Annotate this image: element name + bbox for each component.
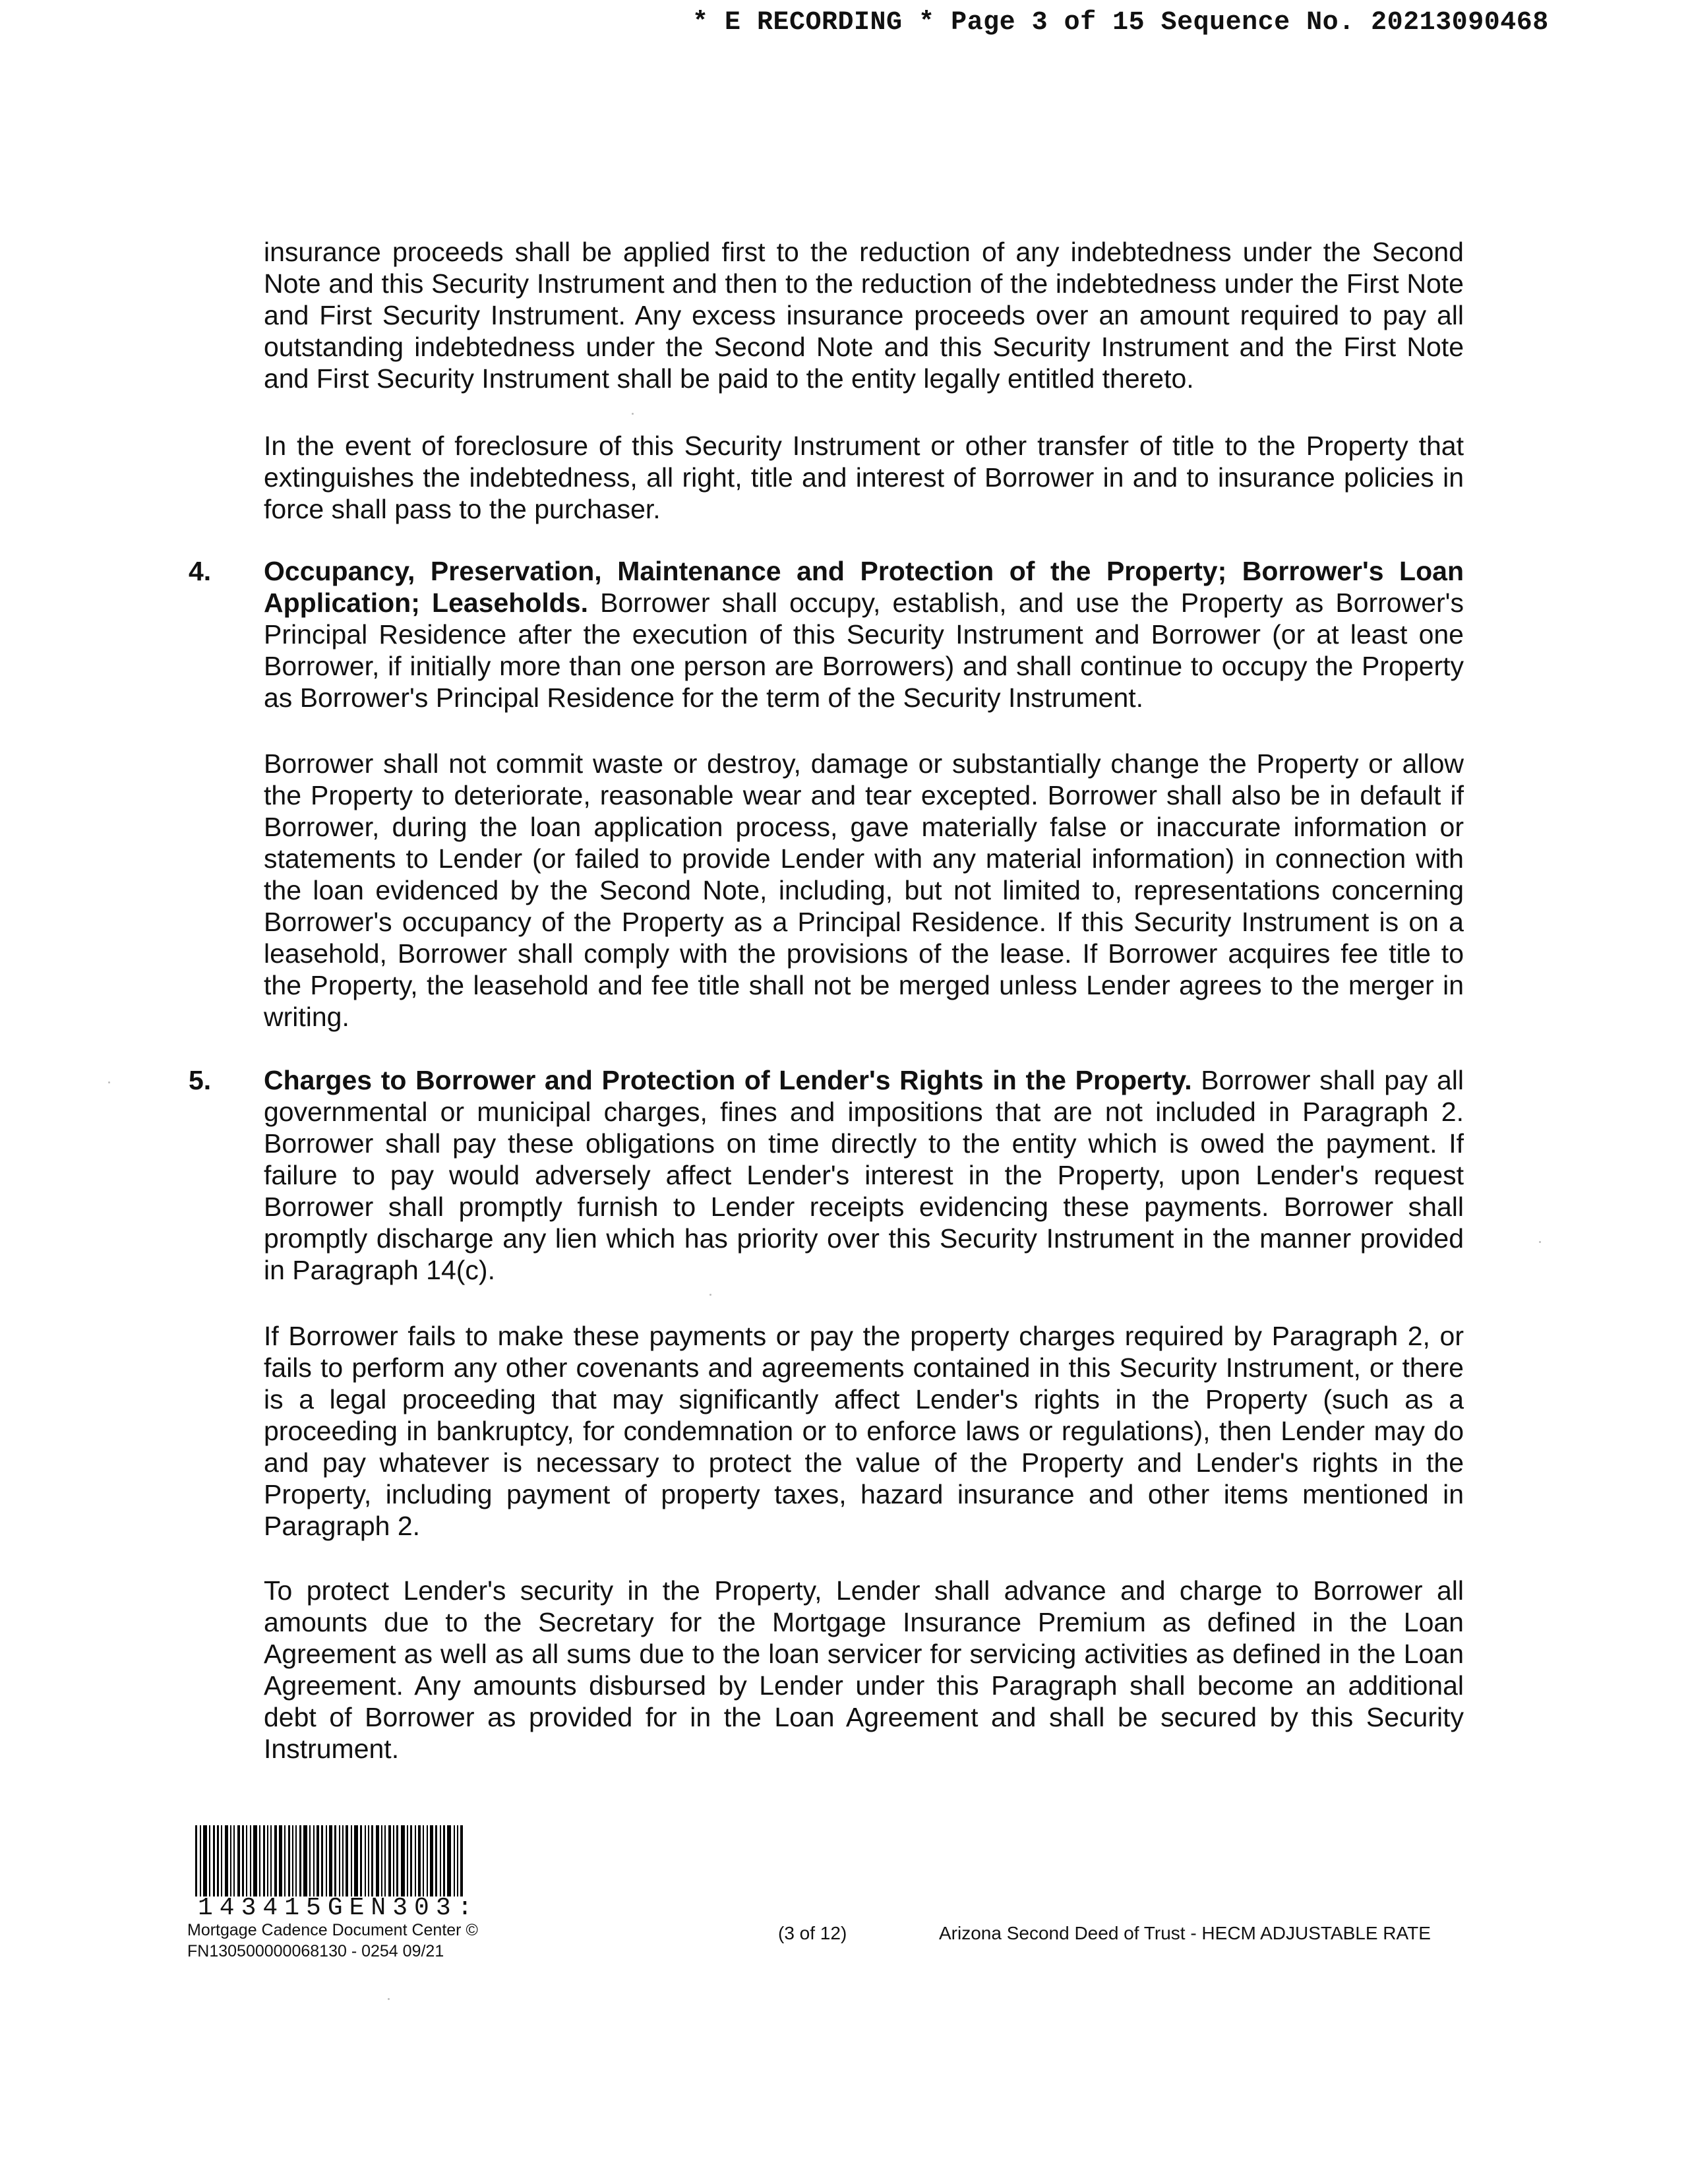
barcode-bar (217, 1825, 219, 1896)
barcode-bar (360, 1825, 362, 1896)
barcode-bar (225, 1825, 228, 1896)
barcode-bar (213, 1825, 215, 1896)
barcode-bar (342, 1825, 344, 1896)
barcode-bar (253, 1825, 257, 1896)
barcode-bar (365, 1825, 366, 1896)
barcode-bar (351, 1825, 352, 1896)
barcode-bar (396, 1825, 398, 1896)
section-4-number: 4. (189, 556, 212, 586)
barcode-bar (346, 1825, 348, 1896)
barcode-bar (393, 1825, 394, 1896)
barcode-bar (423, 1825, 424, 1896)
barcode-bar (376, 1825, 379, 1896)
page-of-label: (3 of 12) (778, 1923, 847, 1943)
paragraph-foreclosure: In the event of foreclosure of this Security Instrument or other transfer of title to the Property that extinguishes the indebtedness, all right, title and interest of Borrower in and to insurance policies in force shall pass to the purchaser. (264, 431, 1464, 524)
section-5-heading: Charges to Borrower and Protection of Lender's Rights in the Property. (264, 1065, 1192, 1095)
barcode-bar (354, 1825, 358, 1896)
barcode-bar (460, 1825, 463, 1896)
barcode-bar (279, 1825, 282, 1896)
barcode-bar (292, 1825, 293, 1896)
barcode-bar (401, 1825, 405, 1896)
barcode-bar (267, 1825, 268, 1896)
barcode-bar (371, 1825, 373, 1896)
barcode-bar (316, 1825, 319, 1896)
barcode-bar (339, 1825, 340, 1896)
barcode-bar (410, 1825, 412, 1896)
section-4-heading: Occupancy, Preservation, Maintenance and Protection of the Property; Borrower's Loan Application; Leaseholds. (264, 556, 1464, 618)
scan-speck (108, 1081, 110, 1083)
barcode-bar (435, 1825, 437, 1896)
barcode-bar (209, 1825, 210, 1896)
barcode-bar (309, 1825, 311, 1896)
barcode-bar (274, 1825, 277, 1896)
barcode-bar (454, 1825, 455, 1896)
barcode-bar (321, 1825, 323, 1896)
barcode-bar (381, 1825, 382, 1896)
doc-center-label: Mortgage Cadence Document Center © (187, 1921, 478, 1939)
barcode-bar (415, 1825, 416, 1896)
scan-speck (632, 413, 634, 415)
barcode-bar (457, 1825, 458, 1896)
barcode-bar (221, 1825, 222, 1896)
barcode-bar (270, 1825, 272, 1896)
barcode-bar (233, 1825, 235, 1896)
barcode-bar (440, 1825, 441, 1896)
barcode-text: 143415GEN303: (198, 1894, 479, 1922)
barcode-image (195, 1825, 533, 1896)
barcode-bar (250, 1825, 251, 1896)
barcode-bar (295, 1825, 297, 1896)
barcode-bar (329, 1825, 332, 1896)
barcode-bar (384, 1825, 386, 1896)
barcode-bar (407, 1825, 408, 1896)
barcode-bar (242, 1825, 244, 1896)
section-5-paragraph (264, 1064, 1464, 1286)
paragraph-insurance-proceeds: insurance proceeds shall be applied first to the reduction of any indebtedness under the Second Note and this Security Instrument and then to the reduction of the indebtedness under the First Note and First Security Instrument. Any excess insurance proceeds over an amount required to pay all outstanding indebtedness under the Second Note and this Security Instrument and the First Note and First Security Instrument shall be paid to the entity legally entitled thereto. (264, 237, 1464, 394)
barcode-bar (237, 1825, 240, 1896)
doc-id-label: FN130500000068130 - 0254 09/21 (187, 1942, 444, 1960)
barcode-bar (195, 1825, 197, 1896)
barcode-bar (418, 1825, 421, 1896)
barcode-bar (288, 1825, 290, 1896)
barcode-bar (299, 1825, 301, 1896)
scan-speck (709, 1294, 711, 1296)
barcode-bar (447, 1825, 451, 1896)
section-4-paragraph-2: Borrower shall not commit waste or destroy, damage or substantially change the Property or allow the Property to deteriorate, reasonable wear and tear excepted. Borrower shall also be in default if Borrower, during the loan application process, gave materially false or inaccurate information or statements to Lender (or failed to provide Lender with any material information) in connection with the loan evidenced by the Second Note, including, but not limited to, representations concerning Borrower's occupancy of the Property as a Principal Residence. If this Security Instrument is on a leasehold, Borrower shall comply with the provisions of the lease. If Borrower acquires fee title to the Property, the leasehold and fee title shall not be merged unless Lender agrees to the merger in writing. (264, 748, 1464, 1032)
barcode-bar (246, 1825, 247, 1896)
section-4-paragraph (264, 555, 1464, 713)
barcode-bar (284, 1825, 286, 1896)
barcode-bar (368, 1825, 369, 1896)
section-5-number: 5. (189, 1065, 212, 1095)
barcode-bar (303, 1825, 307, 1896)
section-5-paragraph-3: To protect Lender's security in the Property, Lender shall advance and charge to Borrower all amounts due to the Secretary for the Mortgage Insurance Premium as defined in the Loan Agreement as well as all sums due to the loan servicer for servicing activities as defined in the Loan Agreement. Any amounts disbursed by Lender under this Paragraph shall become an additional debt of Borrower as provided for in the Loan Agreement and shall be secured by this Security Instrument. (264, 1575, 1464, 1764)
barcode-bar (200, 1825, 201, 1896)
barcode-bar (313, 1825, 315, 1896)
barcode-bar (430, 1825, 433, 1896)
barcode-bar (263, 1825, 265, 1896)
scan-speck (388, 1998, 390, 2000)
barcode-bar (334, 1825, 336, 1896)
document-title-label: Arizona Second Deed of Trust - HECM ADJUSTABLE RATE (939, 1923, 1431, 1943)
barcode-bar (427, 1825, 428, 1896)
recording-header: * E RECORDING * Page 3 of 15 Sequence No. 20213090468 (692, 8, 1549, 38)
section-5-text: Borrower shall pay all governmental or municipal charges, fines and impositions that are not included in Paragraph 2. Borrower shall pay these obligations on time directly to the entity which is owed the payment. If failure to pay would adversely affect Lender's interest in the Property, upon Lender's request Borrower shall promptly furnish to Lender receipts evidencing these payments. Borrower shall promptly discharge any lien which has priority over this Security Instrument in the manner provided in Paragraph 14(c). (264, 1065, 1464, 1285)
section-4-text: Borrower shall occupy, establish, and use the Property as Borrower's Principal Residence after the execution of this Security Instrument and Borrower (or at least one Borrower, if initially more than one person are Borrowers) and shall continue to occupy the Property as Borrower's Principal Residence for the term of the Security Instrument. (264, 588, 1464, 713)
barcode-bar (230, 1825, 231, 1896)
barcode-bar (203, 1825, 207, 1896)
scan-speck (1539, 1241, 1541, 1243)
barcode-bar (443, 1825, 445, 1896)
barcode-bar (326, 1825, 327, 1896)
barcode-bar (388, 1825, 391, 1896)
section-5-paragraph-2: If Borrower fails to make these payments or pay the property charges required by Paragraph 2, or fails to perform any other covenants and agreements contained in this Security Instrument, or there is a legal proceeding that may significantly affect Lender's rights in the Property (such as a proceeding in bankruptcy, for condemnation or to enforce laws or regulations), then Lender may do and pay whatever is necessary to protect the value of the Property and Lender's rights in the Property, including payment of property taxes, hazard insurance and other items mentioned in Paragraph 2. (264, 1321, 1464, 1541)
barcode-bar (259, 1825, 260, 1896)
